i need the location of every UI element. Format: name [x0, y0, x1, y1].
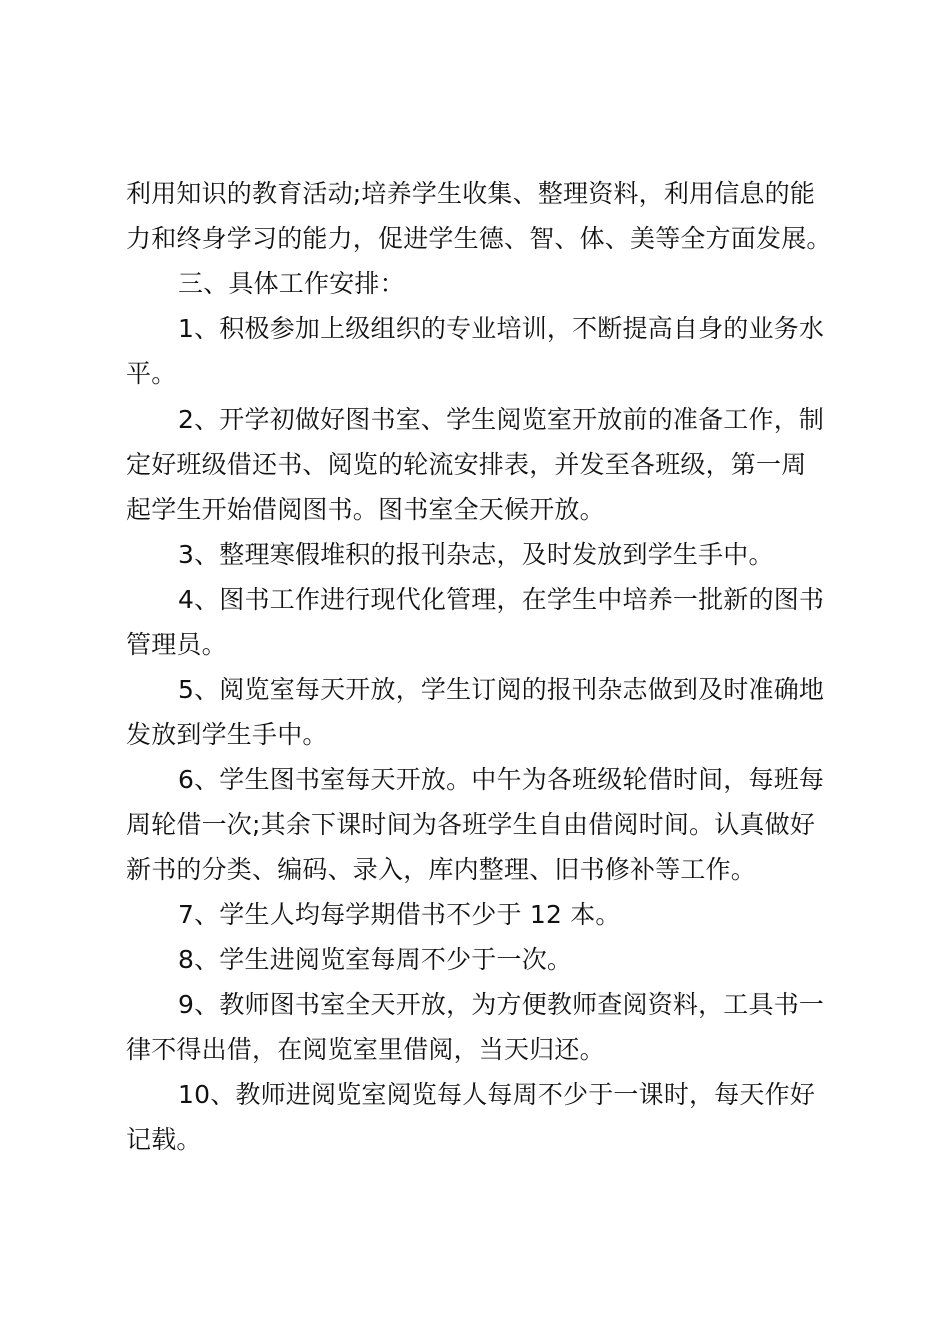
list-item-line: 3、整理寒假堆积的报刊杂志，及时发放到学生手中。	[178, 540, 774, 569]
paragraph-line: 力和终身学习的能力，促进学生德、智、体、美等全方面发展。	[126, 224, 832, 253]
list-item-line: 律不得出借，在阅览室里借阅，当天归还。	[126, 1035, 605, 1064]
paragraph-line: 利用知识的教育活动;培养学生收集、整理资料，利用信息的能	[126, 179, 816, 208]
list-item-line: 1、积极参加上级组织的专业培训，不断提高自身的业务水	[178, 314, 825, 343]
list-item-line: 新书的分类、编码、录入，库内整理、旧书修补等工作。	[126, 855, 757, 884]
list-item-line: 5、阅览室每天开放，学生订阅的报刊杂志做到及时准确地	[178, 675, 825, 704]
list-item-line: 10、教师进阅览室阅览每人每周不少于一课时，每天作好	[178, 1080, 816, 1109]
list-item-line: 记载。	[126, 1125, 202, 1154]
list-item-line: 平。	[126, 359, 177, 388]
list-item-line: 2、开学初做好图书室、学生阅览室开放前的准备工作，制	[178, 405, 825, 434]
list-item-line: 周轮借一次;其余下课时间为各班学生自由借阅时间。认真做好	[126, 810, 816, 839]
list-item-line: 4、图书工作进行现代化管理，在学生中培养一批新的图书	[178, 585, 825, 614]
list-item-line: 9、教师图书室全天开放，为方便教师查阅资料，工具书一	[178, 990, 825, 1019]
list-item-line: 8、学生进阅览室每周不少于一次。	[178, 945, 573, 974]
list-item-line: 6、学生图书室每天开放。中午为各班级轮借时间，每班每	[178, 765, 825, 794]
list-item-line: 7、学生人均每学期借书不少于 12 本。	[178, 900, 621, 929]
section-heading: 三、具体工作安排：	[178, 269, 405, 298]
list-item-line: 定好班级借还书、阅览的轮流安排表，并发至各班级，第一周	[126, 450, 807, 479]
list-item-line: 管理员。	[126, 630, 227, 659]
list-item-line: 起学生开始借阅图书。图书室全天候开放。	[126, 495, 605, 524]
list-item-line: 发放到学生手中。	[126, 720, 328, 749]
